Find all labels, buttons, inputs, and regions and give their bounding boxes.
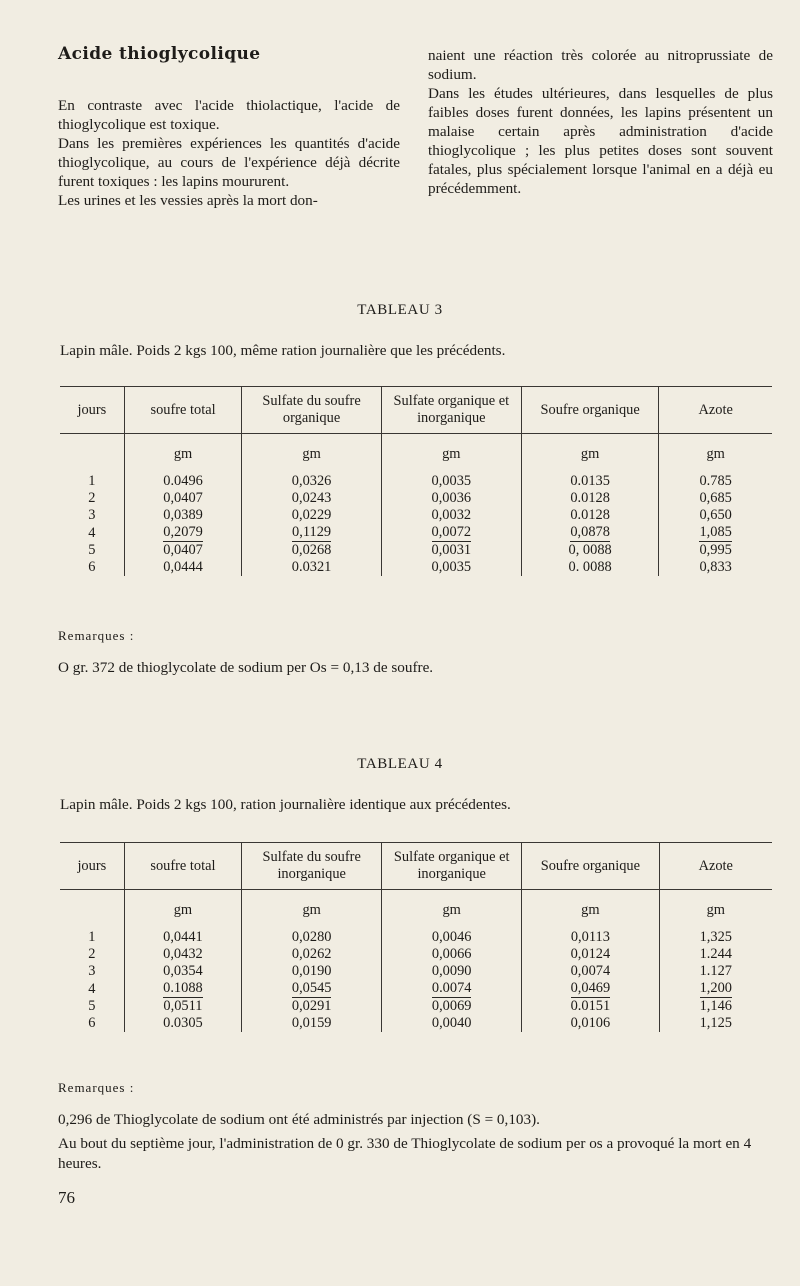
- cell: 0,0291: [242, 998, 382, 1015]
- cell: 0.1088: [163, 980, 203, 996]
- table4-note-2: Au bout du septième jour, l'administration de 0 gr. 330 de Thioglycolate de sodium per os a provoqué la mort en 4 heures.: [58, 1135, 752, 1172]
- header-sulfate-organique: Sulfate organique et inorganique: [381, 387, 521, 434]
- paragraph: Les urines et les vessies après la mort don-: [58, 192, 318, 209]
- cell: 0,0444: [124, 559, 242, 576]
- unit-cell: gm: [381, 434, 521, 474]
- cell: 0,833: [659, 559, 772, 576]
- cell: 0,0069: [382, 998, 522, 1015]
- cell-jour: 1: [88, 929, 96, 945]
- table3-remarks-label: Remarques :: [58, 628, 135, 643]
- table3-note: O gr. 372 de thioglycolate de sodium per Os = 0,13 de soufre.: [58, 659, 434, 676]
- table-header-row: [60, 843, 772, 890]
- paragraph: Dans les études ultérieures, dans lesquelles de plus faibles doses furent données, les lapins présentent un malaise certain après administration d'acide thioglycolique ; les plus petites doses sont souvent fatales, plus spécialement lorsque l'animal en a déjà eu précédemment.: [428, 85, 773, 197]
- table-row: [60, 980, 772, 998]
- header-soufre-total: soufre total: [124, 843, 242, 890]
- cell-jour: 1: [88, 473, 96, 489]
- table4-caption: TABLEAU 4: [357, 756, 443, 772]
- header-soufre-organique: Soufre organique: [522, 843, 659, 890]
- cell: 0,0046: [382, 929, 522, 946]
- header-sulfate-soufre: Sulfate du soufre organique: [242, 387, 381, 434]
- cell: 0,0280: [242, 929, 382, 946]
- unit-cell: [60, 890, 124, 930]
- cell: 0,685: [659, 490, 772, 507]
- header-soufre-total: soufre total: [124, 387, 242, 434]
- cell: 0,0262: [242, 946, 382, 963]
- table3-subtitle: Lapin mâle. Poids 2 kgs 100, même ration journalière que les précédents.: [60, 342, 506, 359]
- cell: 0.0151: [522, 998, 659, 1015]
- cell: 0,1129: [292, 524, 332, 540]
- cell-jour: 3: [88, 507, 96, 523]
- cell: 0,995: [659, 542, 772, 559]
- cell: 0.0321: [242, 559, 381, 576]
- table-row: [60, 524, 772, 542]
- cell-jour: 2: [88, 946, 96, 962]
- cell-jour: 3: [88, 963, 96, 979]
- cell: 0,0407: [124, 542, 242, 559]
- cell: 0.0128: [521, 507, 659, 524]
- paragraph: naient une réaction très colorée au nitroprussiate de sodium.: [428, 47, 773, 83]
- cell: 0,0545: [291, 980, 332, 996]
- cell-jour: 2: [88, 490, 96, 506]
- cell: 0,2079: [163, 524, 203, 540]
- page-number: 76: [58, 1188, 75, 1207]
- unit-cell: gm: [242, 434, 381, 474]
- cell: 1,085: [699, 524, 732, 540]
- cell-jour: 5: [88, 998, 96, 1014]
- section-heading: Acide thioglycolique: [58, 44, 261, 64]
- cell-jour: 5: [88, 542, 96, 558]
- cell: 0,0441: [124, 929, 242, 946]
- header-azote: Azote: [659, 387, 772, 434]
- cell: 0. 0088: [521, 559, 659, 576]
- unit-cell: gm: [659, 434, 772, 474]
- cell: 0,0389: [124, 507, 242, 524]
- cell: 1.127: [659, 963, 772, 980]
- cell: 0,0469: [570, 980, 611, 996]
- paragraph: En contraste avec l'acide thiolactique, l'acide de thioglycolique est toxique.: [58, 97, 400, 133]
- cell: 0,650: [659, 507, 772, 524]
- cell: 1.244: [659, 946, 772, 963]
- cell: 0,0090: [382, 963, 522, 980]
- cell: 0,0035: [381, 473, 521, 490]
- table4: [60, 842, 772, 1032]
- table3-caption: TABLEAU 3: [357, 302, 443, 318]
- cell: 1,325: [659, 929, 772, 946]
- paragraph: Dans les premières expériences les quantités d'acide thioglycolique, au cours de l'expérience déjà décrite furent toxiques : les lapins moururent.: [58, 135, 400, 190]
- unit-cell: gm: [242, 890, 382, 930]
- cell: 0,0268: [242, 542, 381, 559]
- table4-note-1: 0,296 de Thioglycolate de sodium ont été administrés par injection (S = 0,103).: [58, 1111, 540, 1128]
- cell-jour: 6: [88, 559, 96, 575]
- cell: 0,0243: [242, 490, 381, 507]
- cell: 0.0074: [431, 980, 472, 996]
- cell: 0,0040: [382, 1015, 522, 1032]
- cell: 0,0159: [242, 1015, 382, 1032]
- header-sulfate-organique: Sulfate organique et inorganique: [382, 843, 522, 890]
- table-row: [60, 963, 772, 980]
- cell: 0.0128: [521, 490, 659, 507]
- cell: 0,0124: [522, 946, 659, 963]
- table4-subtitle: Lapin mâle. Poids 2 kgs 100, ration journalière identique aux précédentes.: [60, 796, 511, 813]
- right-column: [428, 46, 773, 198]
- cell: 0,0072: [431, 524, 472, 540]
- unit-cell: gm: [124, 890, 242, 930]
- cell: 0, 0088: [521, 542, 659, 559]
- cell: 0.0305: [124, 1015, 242, 1032]
- table-row: [60, 473, 772, 490]
- table-row: [60, 929, 772, 946]
- table4-remarks-label: Remarques :: [58, 1080, 135, 1095]
- cell: 0,0354: [124, 963, 242, 980]
- cell-jour: 6: [88, 1015, 96, 1031]
- cell: 0,0031: [381, 542, 521, 559]
- table-row: [60, 1015, 772, 1032]
- cell: 0,0074: [522, 963, 659, 980]
- cell: 0,0036: [381, 490, 521, 507]
- cell: 0.785: [659, 473, 772, 490]
- table-row: [60, 507, 772, 524]
- cell: 0.0135: [521, 473, 659, 490]
- cell: 0,0032: [381, 507, 521, 524]
- units-row: [60, 890, 772, 930]
- left-column: [58, 96, 400, 210]
- header-soufre-organique: Soufre organique: [521, 387, 659, 434]
- table3: [60, 386, 772, 576]
- unit-cell: gm: [659, 890, 772, 930]
- units-row: [60, 434, 772, 474]
- cell: 1,200: [699, 980, 732, 996]
- table-row: [60, 490, 772, 507]
- header-azote: Azote: [659, 843, 772, 890]
- unit-cell: gm: [124, 434, 242, 474]
- cell: 0,0229: [242, 507, 381, 524]
- cell: 0,0190: [242, 963, 382, 980]
- table-row: [60, 946, 772, 963]
- cell-jour: 4: [88, 524, 96, 541]
- table-row: [60, 559, 772, 576]
- cell: 0,0326: [242, 473, 381, 490]
- cell: 0,0432: [124, 946, 242, 963]
- cell: 0,0106: [522, 1015, 659, 1032]
- table-row: [60, 542, 772, 559]
- header-jours: jours: [60, 387, 124, 434]
- unit-cell: [60, 434, 124, 474]
- cell: 0.0496: [124, 473, 242, 490]
- table-header-row: [60, 387, 772, 434]
- header-jours: jours: [60, 843, 124, 890]
- cell: 1,125: [659, 1015, 772, 1032]
- unit-cell: gm: [382, 890, 522, 930]
- cell: 0,0066: [382, 946, 522, 963]
- cell: 0,0035: [381, 559, 521, 576]
- table-row: [60, 998, 772, 1015]
- cell-jour: 4: [88, 980, 96, 997]
- header-sulfate-soufre: Sulfate du soufre inorganique: [242, 843, 382, 890]
- unit-cell: gm: [522, 890, 659, 930]
- cell: 0,0407: [124, 490, 242, 507]
- cell: 0,0878: [570, 524, 610, 540]
- unit-cell: gm: [521, 434, 659, 474]
- cell: 1,146: [659, 998, 772, 1015]
- cell: 0,0113: [522, 929, 659, 946]
- cell: 0,0511: [124, 998, 242, 1015]
